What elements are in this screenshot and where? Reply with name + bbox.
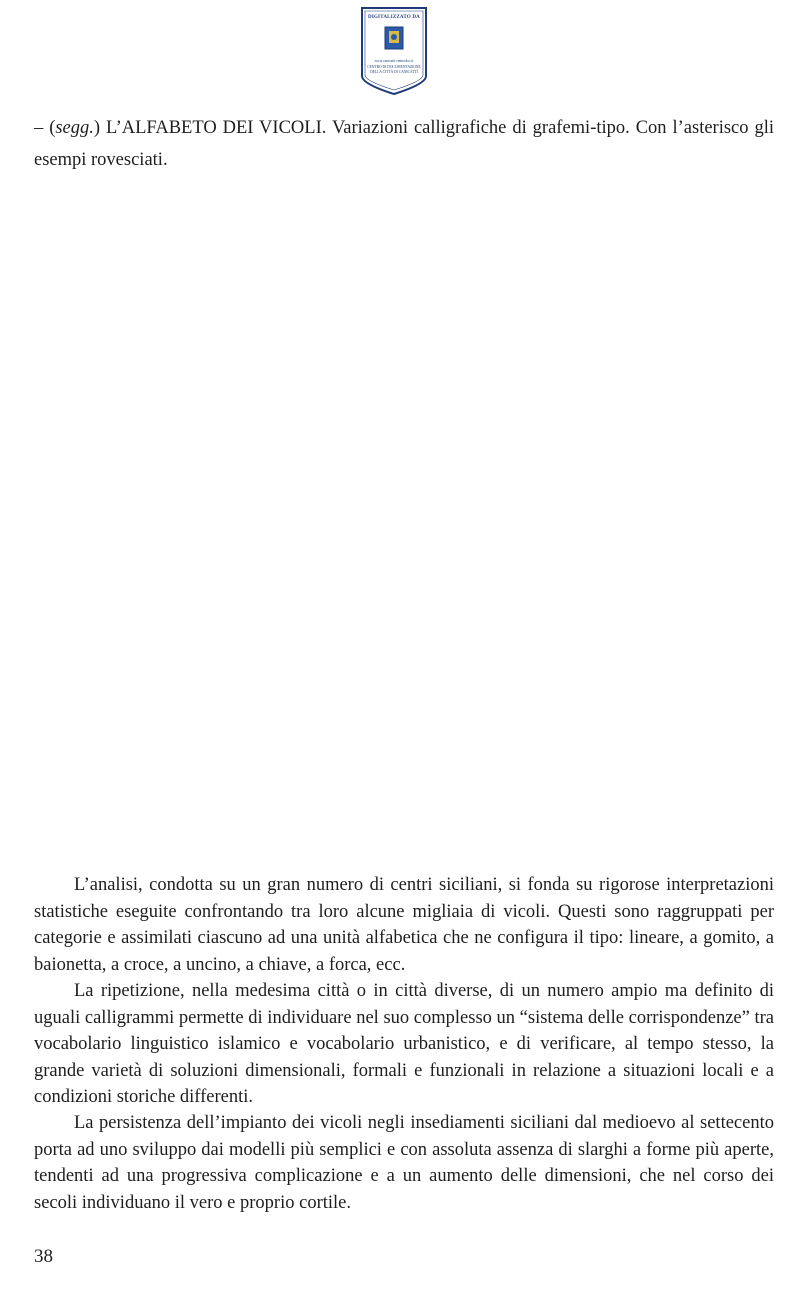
body-paragraph: L’analisi, condotta su un gran numero di centri siciliani, si fonda su rigorose interpretazioni statistiche eseguite confrontando tra loro alcune migliaia di vicoli. Questi sono raggruppati per categorie e assimilati ciascuno ad una unità alfabetica che ne configura il tipo: lineare, a gomito, a baionetta, a croce, a uncino, a chiave, a forca, ecc. [34,875,774,975]
caption-text: ) L’ALFABETO DEI VICOLI. Variazioni calligrafiche di grafemi-tipo. Con l’asterisco gli esempi rovesciati. [34,118,774,170]
stamp-url: www.canicatti-centrodoc.it [374,59,414,63]
stamp-org: CENTRO DI DOCUMENTAZIONE [367,65,421,69]
body-paragraph: La ripetizione, nella medesima città o in città diverse, di un numero ampio ma definito di uguali calligrammi permette di individuare nel suo complesso un “sistema delle corrispondenze” tra vocabolario linguistico islamico e vocabolario urbanistico, e di verificare, al tempo stesso, la grande varietà di soluzioni dimensionali, formali e funzionali in relazione a situazioni locali e a condizioni storiche differenti. [34,981,774,1107]
body-paragraph: La persistenza dell’impianto dei vicoli negli insediamenti siciliani dal medioevo al settecento porta ad uno sviluppo dai modelli più semplici e con assoluta assenza di slarghi a forme più aperte, tendenti ad una progressiva complicazione e a un aumento delle dimensioni, che nel corso dei secoli individuano il vero e proprio cortile. [34,1113,774,1213]
figure-caption [34,112,774,176]
stamp-header: DIGITALIZZATO DA [368,15,420,20]
caption-italic: segg. [55,118,94,138]
page-number: 38 [34,1246,53,1267]
stamp-city: DELLA CITTÀ DI CANICATTÌ [370,70,418,74]
digitization-stamp [360,6,428,96]
caption-prefix: – ( [34,118,56,138]
